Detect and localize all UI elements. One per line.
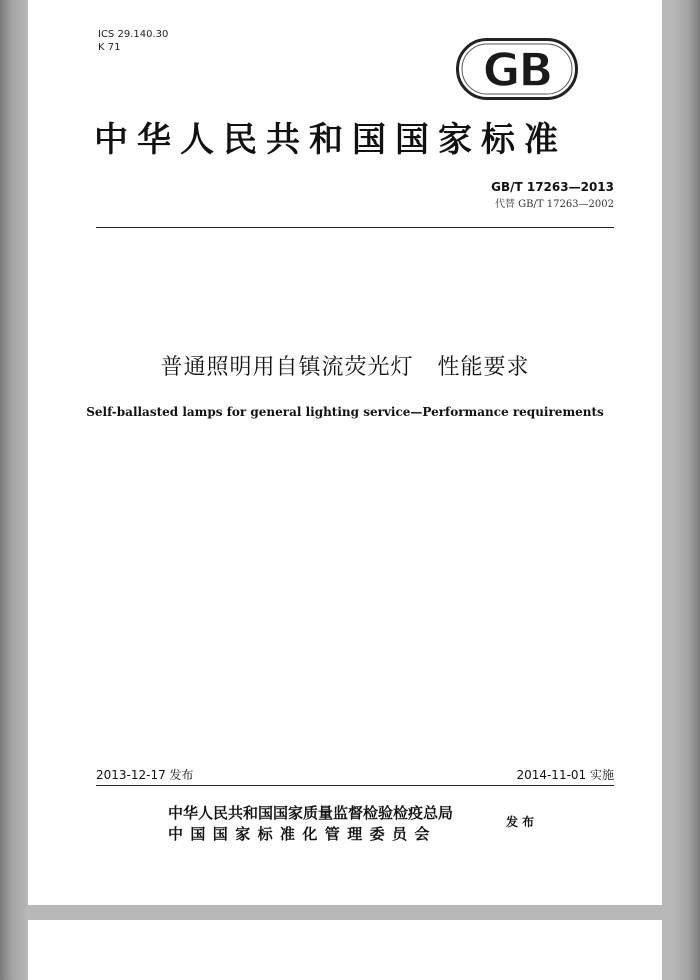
issuer-sac: 中国国家标准化管理委员会 (168, 825, 437, 843)
gb-logo (456, 38, 578, 100)
standard-number: GB/T 17263—2013 (491, 180, 614, 194)
next-page (28, 920, 662, 980)
publish-label: 发布 (506, 815, 539, 829)
footer-divider (96, 785, 614, 786)
document-page (28, 0, 662, 905)
header-divider (96, 227, 614, 228)
replaces-standard: 代替 GB/T 17263—2002 (495, 199, 614, 210)
classification-codes (98, 28, 168, 54)
issue-date: 2013-12-17 发布 (96, 768, 194, 782)
issuer-aqsiq: 中华人民共和国国家质量监督检验检疫总局 (168, 804, 454, 822)
standard-type: 中华人民共和国国家标准 (94, 120, 567, 160)
gb-logo-text: GB (482, 43, 552, 97)
ics-code: ICS 29.140.30 (98, 29, 169, 40)
document-title-english: Self-ballasted lamps for general lighting service—Performance requirements (86, 405, 604, 419)
ccs-code: K 71 (98, 42, 121, 53)
effective-date: 2014-11-01 实施 (516, 768, 614, 782)
issuing-authorities (168, 803, 453, 845)
document-title-chinese: 普通照明用自镇流荧光灯 性能要求 (160, 355, 530, 380)
